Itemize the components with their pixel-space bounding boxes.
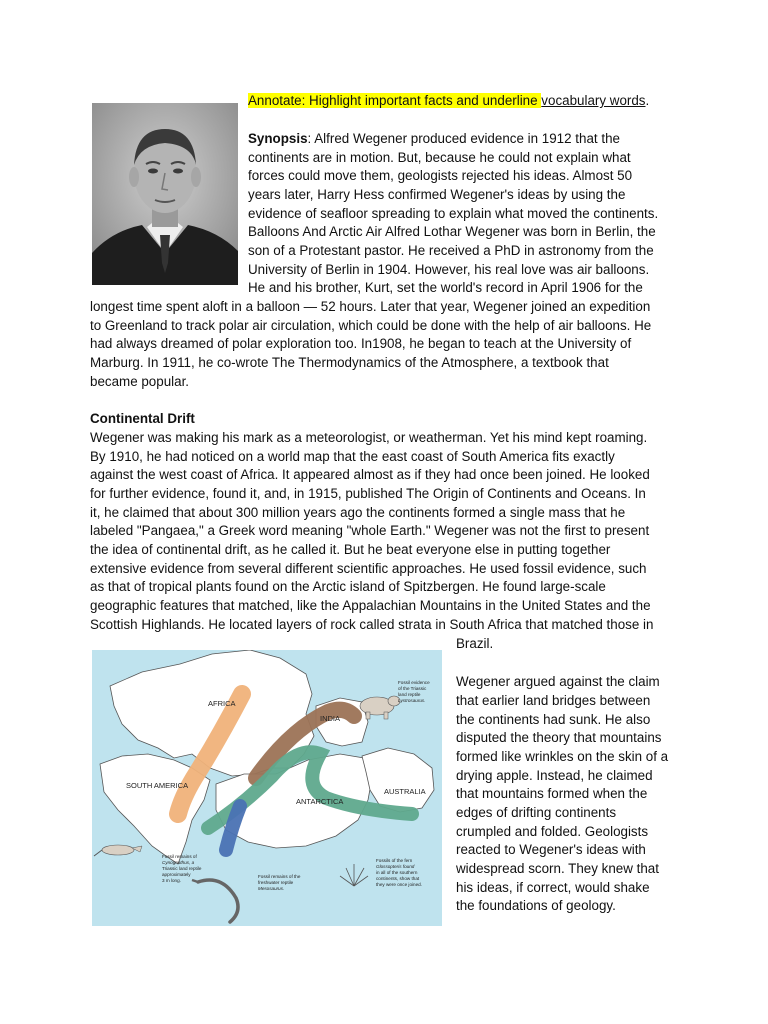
label-south-america: SOUTH AMERICA: [126, 781, 189, 790]
caption-glossopteris-3: in all of the southern: [376, 870, 418, 875]
side-line: drying apple. Instead, he claimed: [456, 768, 653, 783]
side-line: that mountains formed when the: [456, 786, 648, 801]
side-line: the continents had sunk. He also: [456, 712, 651, 727]
synopsis-line: Balloons And Arctic Air Alfred Lothar Wegener was born in Berlin, the: [248, 224, 656, 239]
portrait-photo: [92, 103, 238, 285]
caption-mesosaurus-1: Fossil remains of the: [258, 874, 301, 879]
side-line: that earlier land bridges between: [456, 693, 651, 708]
label-australia: AUSTRALIA: [384, 787, 426, 796]
drift-line: Scottish Highlands. He located layers of rock called strata in South Africa that matched those in: [90, 617, 654, 632]
synopsis-line: He and his brother, Kurt, set the world's record in April 1906 for the: [248, 280, 643, 295]
side-line: his ideas, if correct, would shake: [456, 880, 650, 895]
side-line: Wegener argued against the claim: [456, 674, 660, 689]
drift-line: it, he claimed that about 300 million years ago the continents formed a single mass that he: [90, 505, 626, 520]
side-line: formed like wrinkles on the skin of a: [456, 749, 669, 764]
label-africa: AFRICA: [208, 699, 236, 708]
synopsis-line: years later, Harry Hess confirmed Wegener's ideas by using the: [248, 187, 626, 202]
synopsis-line: to Greenland to track polar air circulation, which could be done with the help of air balloons. He: [90, 318, 652, 333]
caption-lystrosaurus-1: Fossil evidence: [398, 680, 430, 685]
drift-line: for further evidence, found it, and, in 1915, published The Origin of Continents and Oceans. In: [90, 486, 646, 501]
section-heading: Continental Drift: [90, 411, 195, 426]
caption-glossopteris-4: continents, show that: [376, 876, 420, 881]
caption-glossopteris-1: Fossils of the fern: [376, 858, 413, 863]
side-line: disputed the theory that mountains: [456, 730, 662, 745]
annotate-instruction: Annotate: Highlight important facts and underline vocabulary words.: [248, 93, 650, 108]
synopsis-line: University of Berlin in 1904. However, his real love was air balloons.: [248, 262, 650, 277]
drift-line: Brazil.: [456, 636, 494, 651]
side-line: crumpled and folded. Geologists: [456, 824, 649, 839]
synopsis-label: Synopsis: [248, 131, 308, 146]
drift-line: labeled "Pangaea," a Greek word meaning "whole Earth." Wegener was not the first to present: [90, 523, 650, 538]
caption-cynognathus-4: approximately: [162, 872, 191, 877]
synopsis-line: had always dreamed of polar exploration too. In1908, he began to teach at the University of: [90, 336, 632, 351]
caption-lystrosaurus-3: land reptile: [398, 692, 421, 697]
synopsis-line-1: Synopsis: Alfred Wegener produced evidence in 1912 that the: [248, 131, 620, 146]
synopsis-line: became popular.: [90, 374, 190, 389]
synopsis-line: forces could move them, geologists rejected his ideas. Almost 50: [248, 168, 633, 183]
caption-cynognathus-1: Fossil remains of: [162, 854, 197, 859]
synopsis-line: son of a Protestant pastor. He received a PhD in astronomy from the: [248, 243, 654, 258]
caption-cynognathus-2: Cynognathus, a: [162, 860, 195, 865]
synopsis-line: Marburg. In 1911, he co-wrote The Thermodynamics of the Atmosphere, a textbook that: [90, 355, 609, 370]
caption-cynognathus-3: Triassic land reptile: [162, 866, 202, 871]
pangaea-fossil-map: [92, 650, 442, 926]
caption-mesosaurus-3: Mesosaurus.: [258, 886, 285, 891]
caption-lystrosaurus-4: Lystrosaurus.: [398, 698, 426, 703]
side-line: the foundations of geology.: [456, 898, 616, 913]
caption-lystrosaurus-2: of the Triassic: [398, 686, 427, 691]
drift-line: Wegener was making his mark as a meteorologist, or weatherman. Yet his mind kept roaming.: [90, 430, 648, 445]
caption-mesosaurus-2: freshwater reptile: [258, 880, 294, 885]
caption-cynognathus-5: 3 m long.: [162, 878, 181, 883]
drift-line: the idea of continental drift, as he called it. But he beat everyone else in putting together: [90, 542, 611, 557]
synopsis-line: longest time spent aloft in a balloon — 52 hours. Later that year, Wegener joined an expedition: [90, 299, 651, 314]
side-line: edges of drifting continents: [456, 805, 617, 820]
caption-glossopteris-5: they were once joined.: [376, 882, 422, 887]
drift-line: extensive evidence from several different scientific approaches. He used fossil evidence, such: [90, 561, 647, 576]
label-antarctica: ANTARCTICA: [296, 797, 344, 806]
caption-glossopteris-2: Glossopteris found: [376, 864, 415, 869]
drift-line: against the west coast of Africa. It appeared almost as if they had once been joined. He looked: [90, 467, 650, 482]
drift-line: as that of tropical plants found on the Arctic island of Spitzbergen. He found large-scale: [90, 579, 606, 594]
vocabulary-words-underlined: vocabulary words: [541, 93, 646, 108]
annotate-highlight: Annotate: Highlight important facts and underline: [248, 93, 542, 108]
drift-line: By 1910, he had noticed on a world map that the east coast of South America fits exactly: [90, 449, 615, 464]
synopsis-line: continents are in motion. But, because he could not explain what: [248, 150, 631, 165]
synopsis-line: evidence of seafloor spreading to explain what moved the continents.: [248, 206, 659, 221]
side-line: widespread scorn. They knew that: [456, 861, 659, 876]
label-india: INDIA: [320, 714, 341, 723]
side-line: reacted to Wegener's ideas with: [456, 842, 646, 857]
drift-line: geographic features that matched, like the Appalachian Mountains in the United States and the: [90, 598, 651, 613]
